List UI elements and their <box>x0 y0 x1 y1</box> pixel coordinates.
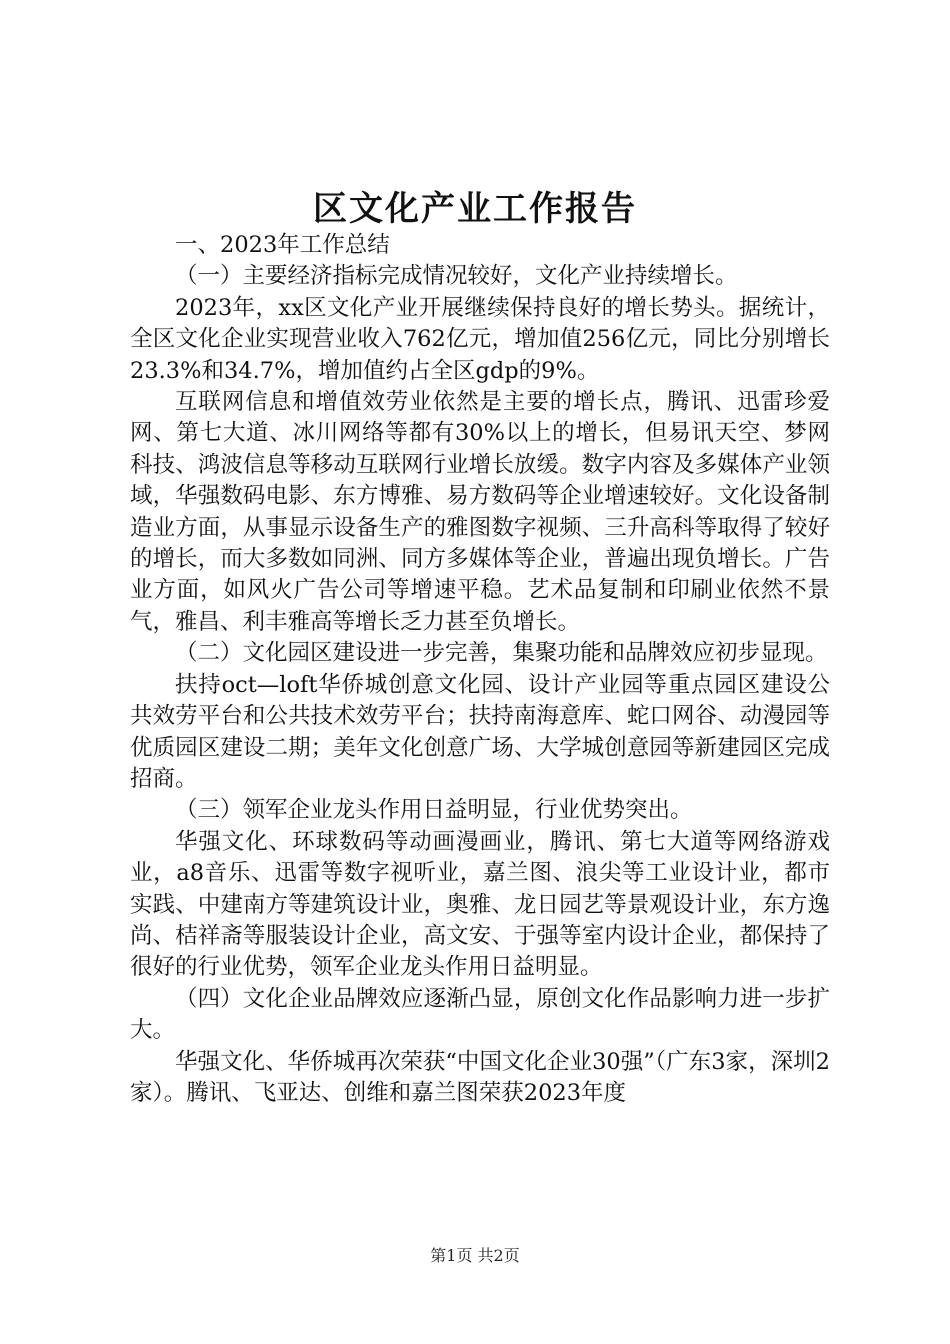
document-body <box>130 230 830 1109</box>
body-paragraph: 互联网信息和增值效劳业依然是主要的增长点，腾讯、迅雷珍爱网、第七大道、冰川网络等都有30%以上的增长，但易讯天空、梦网科技、鸿波信息等移动互联网行业增长放缓。数字内容及多媒体产业领域，华强数码电影、东方博雅、易方数码等企业增速较好。文化设备制造业方面，从事显示设备生产的雅图数字视频、三升高科等取得了较好的增长，而大多数如同洲、同方多媒体等企业，普遍出现负增长。广告业方面，如风火广告公司等增速平稳。艺术品复制和印刷业依然不景气，雅昌、利丰雅高等增长乏力甚至负增长。 <box>130 389 830 635</box>
subsection-heading: （三）领军企业龙头作用日益明显，行业优势突出。 <box>175 797 693 824</box>
body-paragraph: 扶持oct—loft华侨城创意文化园、设计产业园等重点园区建设公共效劳平台和公共技术效劳平台；扶持南海意库、蛇口网谷、动漫园等优质园区建设二期；美年文化创意广场、大学城创意园等新建园区完成招商。 <box>130 671 830 792</box>
subsection-heading: （四）文化企业品牌效应逐渐凸显，原创文化作品影响力进一步扩大。 <box>130 985 830 1044</box>
body-paragraph: 2023年，xx区文化产业开展继续保持良好的增长势头。据统计，全区文化企业实现营业收入762亿元，增加值256亿元，同比分别增长23.3%和34.7%，增加值约占全区gdp的9%。 <box>130 294 830 384</box>
subsection-heading: （一）主要经济指标完成情况较好，文化产业持续增长。 <box>175 263 738 290</box>
body-paragraph: 华强文化、环球数码等动画漫画业，腾讯、第七大道等网络游戏业，a8音乐、迅雷等数字视听业，嘉兰图、浪尖等工业设计业，都市实践、中建南方等建筑设计业，奥雅、龙日园艺等景观设计业，东方逸尚、桔祥斋等服装设计企业，高文安、于强等室内设计企业，都保持了很好的行业优势，领军企业龙头作用日益明显。 <box>130 828 830 981</box>
section-heading: 一、2023年工作总结 <box>175 232 390 258</box>
subsection-heading: （二）文化园区建设进一步完善，集聚功能和品牌效应初步显现。 <box>175 640 828 667</box>
body-paragraph: 华强文化、华侨城再次荣获“中国文化企业30强”（广东3家，深圳2家）。腾讯、飞亚达、创维和嘉兰图荣获2023年度 <box>130 1048 830 1106</box>
document-title: 区文化产业工作报告 <box>313 189 637 229</box>
page-footer: 第1页 共2页 <box>430 1246 520 1265</box>
